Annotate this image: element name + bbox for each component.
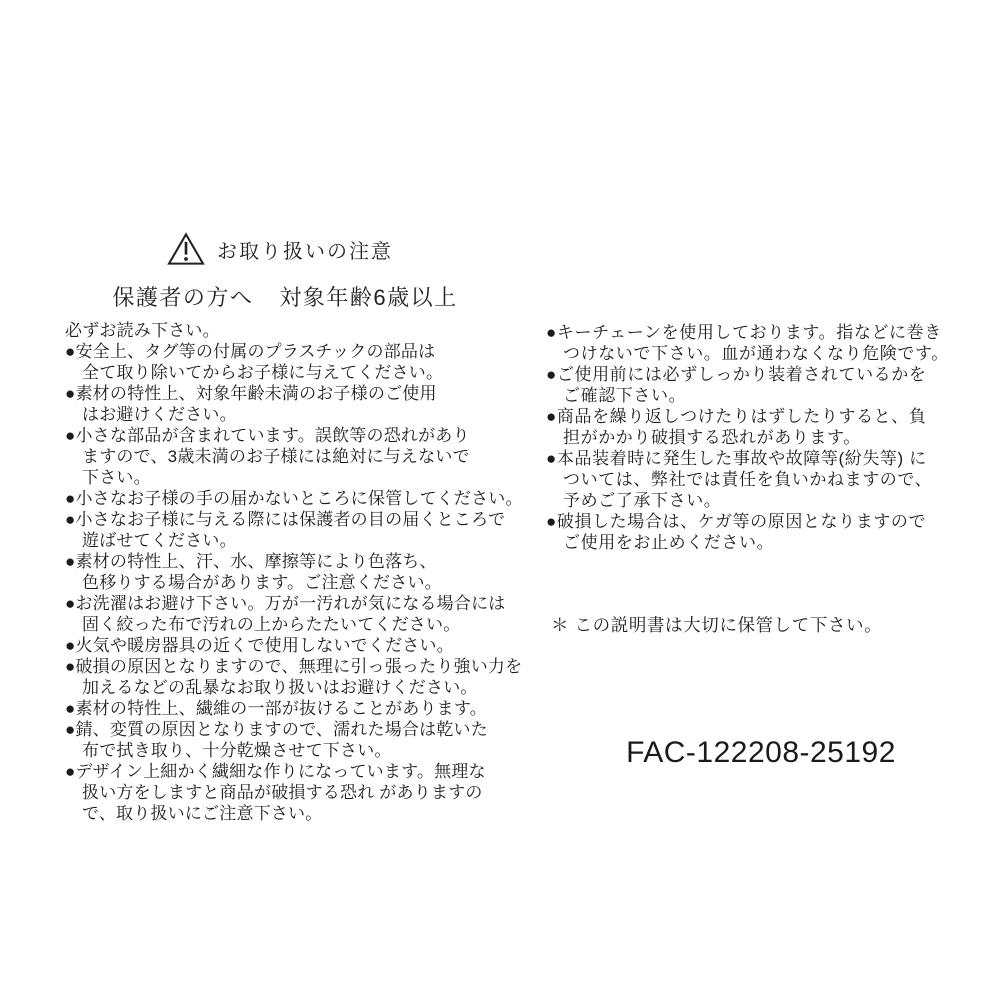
notice-item (546, 406, 976, 448)
notice-item (65, 425, 505, 488)
notice-line: ●破損した場合は、ケガ等の原因となりますので (546, 512, 927, 531)
warning-triangle-icon (167, 232, 205, 266)
notice-item (65, 635, 505, 656)
audience-line (70, 281, 500, 312)
notice-line: ●小さなお子様に与える際には保護者の目の届くところで (65, 510, 506, 529)
notice-item (65, 698, 505, 719)
notice-item (65, 593, 505, 635)
notice-line: ●小さなお子様の手の届かないところに保管してください。 (65, 489, 523, 508)
notice-line: ●ご使用前には必ずしっかり装着されているかを (546, 365, 927, 384)
notice-line: ご使用をお止めください。 (563, 533, 775, 552)
notice-item (65, 383, 505, 425)
notice-item (546, 511, 976, 553)
notice-line: 遊ばせてください。 (82, 531, 237, 550)
notice-line: ●安全上、タグ等の付属のプラスチックの部品は (65, 342, 436, 361)
notice-line: ●小さな部品が含まれています。誤飲等の恐れがあり (65, 426, 470, 445)
notice-line: ついては、弊社では責任を負いかねますので、 (563, 470, 933, 489)
notice-line: ●素材の特性上、繊維の一部が抜けることがあります。 (65, 699, 487, 718)
notice-line: ●デザイン上細かく繊細な作りになっています。無理な (65, 762, 486, 781)
notice-line: 担がかかり破損する恐れがあります。 (563, 428, 861, 447)
notice-line: 下さい。 (82, 468, 151, 487)
age-restriction-label: 対象年齢6歳以上 (279, 285, 458, 310)
left-notice-column (65, 320, 523, 824)
notice-item (65, 719, 505, 761)
notice-line: 全て取り除いてからお子様に与えてください。 (82, 363, 444, 382)
notice-line: 予めご了承下さい。 (563, 491, 722, 510)
audience-label: 保護者の方へ (112, 285, 254, 310)
read-first-label: 必ずお読み下さい。 (65, 321, 220, 340)
notice-item (65, 509, 505, 551)
notice-line: はお避けください。 (82, 405, 237, 424)
notice-item (546, 322, 976, 364)
notice-line: ●商品を繰り返しつけたりはずしたりすると、負 (546, 407, 927, 426)
right-notice-column (546, 322, 976, 553)
notice-line: ●素材の特性上、対象年齢未満のお子様のご使用 (65, 384, 437, 403)
keep-manual-note: ＊ この説明書は大切に保管して下さい。 (551, 615, 883, 635)
notice-line: 布で拭き取り、十分乾燥させて下さい。 (82, 741, 392, 760)
warning-title: お取り扱いの注意 (217, 240, 393, 263)
notice-item (546, 364, 976, 406)
notice-line: ますので、3歳未満のお子様には絶対に与えないで (82, 447, 470, 466)
notice-line: ●素材の特性上、汗、水、摩擦等により色落ち、 (65, 552, 437, 571)
notice-list-right (546, 322, 976, 553)
notice-item (65, 551, 505, 593)
notice-line: 色移りする場合があります。ご注意ください。 (82, 573, 442, 592)
notice-line: ご確認下さい。 (563, 386, 687, 405)
notice-line: 固く絞った布で汚れの上からたたいてください。 (82, 615, 461, 634)
product-code: FAC-122208-25192 (626, 736, 896, 769)
notice-item (65, 488, 523, 509)
warning-header (65, 228, 495, 270)
notice-line: ●破損の原因となりますので、無理に引っ張ったり強い力を (65, 657, 523, 676)
notice-list-left (65, 341, 523, 824)
notice-line: ●錆、変質の原因となりますので、濡れた場合は乾いた (65, 720, 488, 739)
notice-item (65, 656, 523, 698)
notice-line: 加えるなどの乱暴なお取り扱いはお避けください。 (82, 678, 478, 697)
notice-line: つけないで下さい。血が通わなくなり危険です。 (563, 344, 949, 363)
notice-line: ●火気や暖房器具の近くで使用しないでください。 (65, 636, 454, 655)
notice-line: ●本品装着時に発生した事故や故障等(紛失等) に (546, 449, 927, 468)
notice-line: ●お洗濯はお避け下さい。万が一汚れが気になる場合には (65, 594, 506, 613)
notice-line: で、取り扱いにご注意下さい。 (82, 804, 323, 823)
notice-item (65, 761, 505, 824)
notice-line: ●キーチェーンを使用しております。指などに巻き (546, 323, 942, 342)
notice-item (65, 341, 505, 383)
notice-line: 扱い方をしますと商品が破損する恐れ がありますの (82, 783, 483, 802)
notice-item (546, 448, 976, 511)
